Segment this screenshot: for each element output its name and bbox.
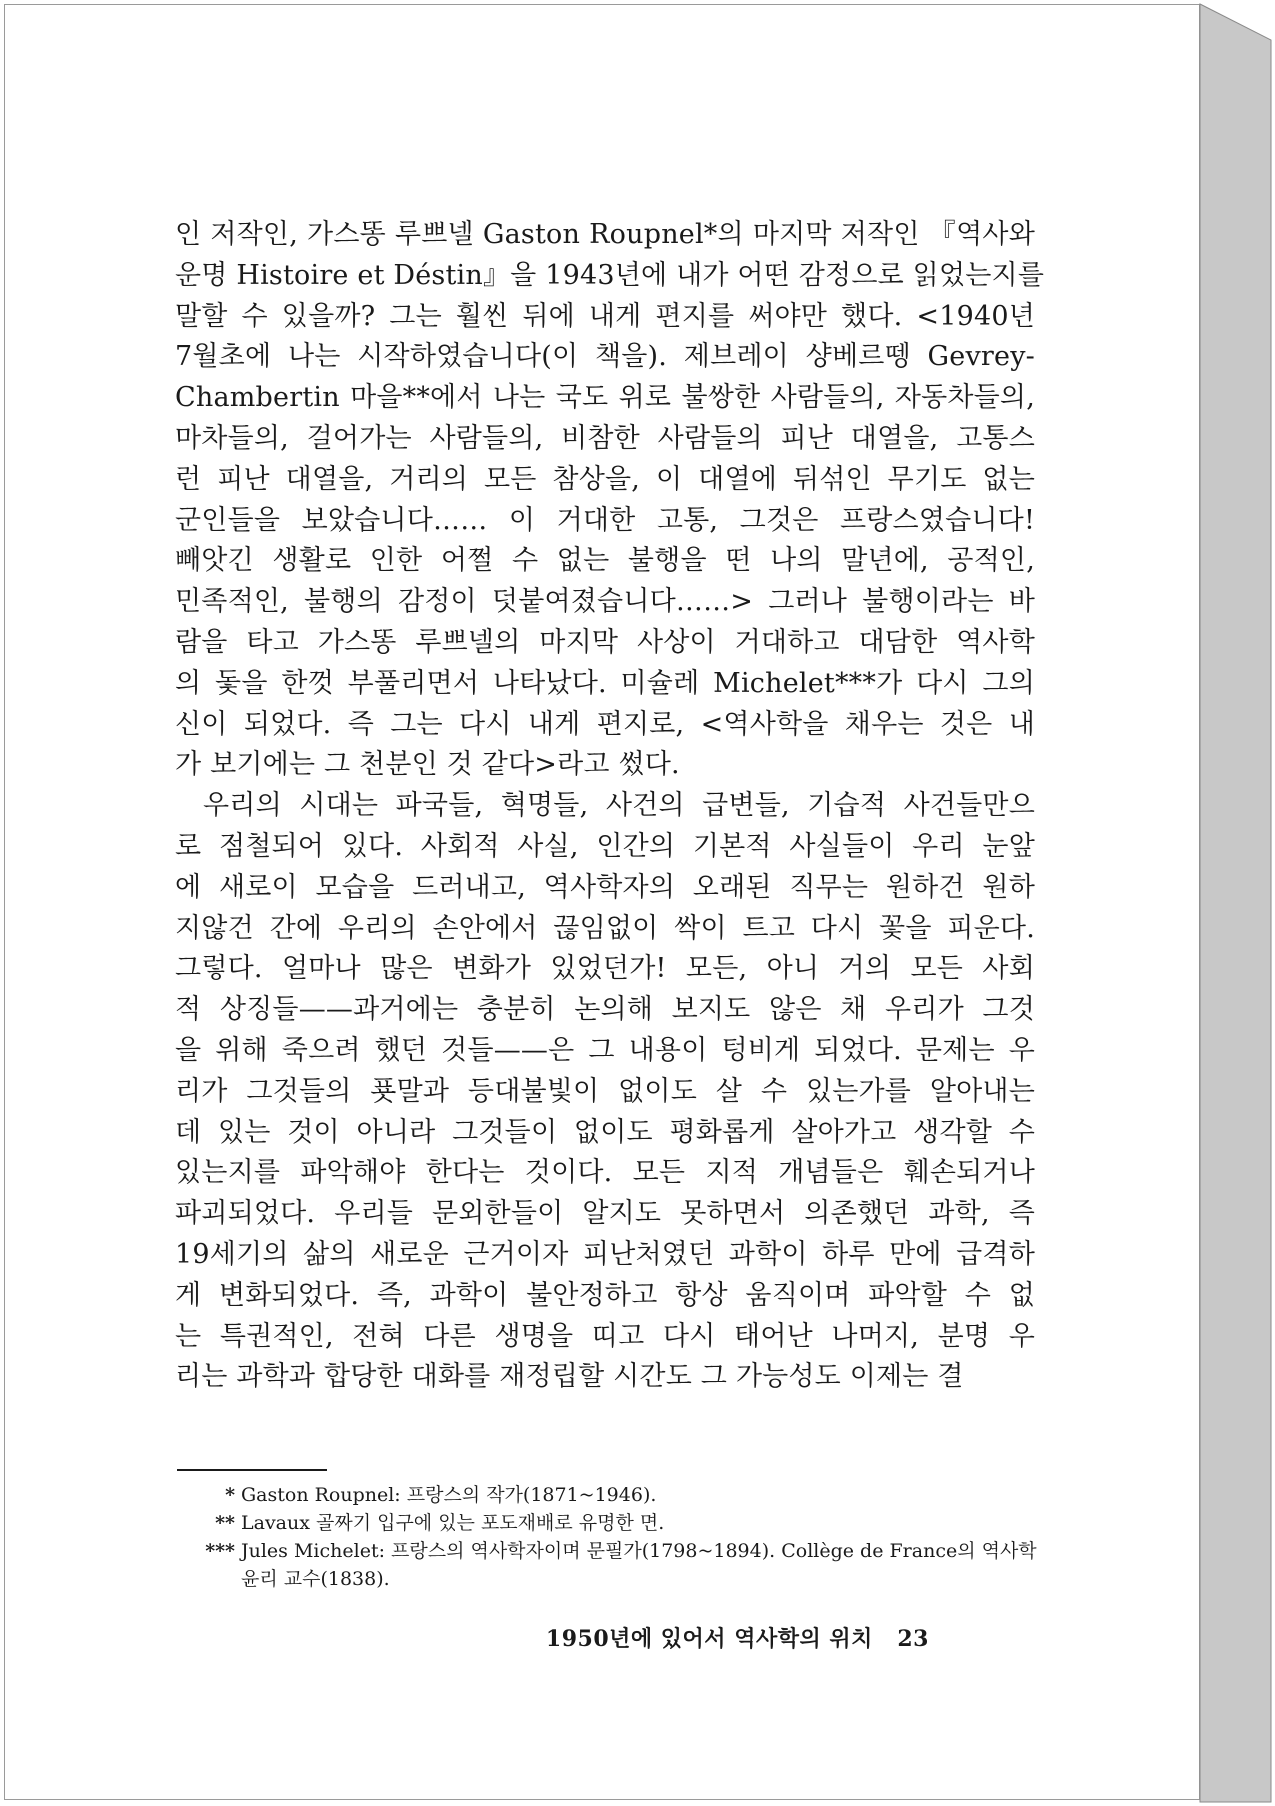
text-line: 로 점철되어 있다. 사회적 사실, 인간의 기본적 사실들이 우리 눈앞 (175, 830, 1035, 862)
footnote-1 (177, 1481, 1037, 1509)
text-line: 에 새로이 모습을 드러내고, 역사학자의 오래된 직무는 원하건 원하 (175, 871, 1035, 903)
text-line: 리가 그것들의 푯말과 등대불빛이 없이도 살 수 있는가를 알아내는 (175, 1075, 1035, 1107)
text-line: 인 저작인, 가스똥 루쁘넬 Gaston Roupnel*의 마지막 저작인 『역사와 (175, 219, 1035, 250)
footnote-text: Gaston Roupnel: 프랑스의 작가(1871~1946). (241, 1484, 657, 1506)
running-title: 1950년에 있어서 역사학의 위치 (545, 1626, 873, 1652)
text-line: 있는지를 파악해야 한다는 것이다. 모든 지적 개념들은 훼손되거나 (175, 1157, 1035, 1189)
paragraph-1 (175, 215, 1045, 786)
text-line: 말할 수 있을까? 그는 훨씬 뒤에 내게 편지를 써야만 했다. <1940년 (175, 300, 1035, 332)
text-line: 민족적인, 불행의 감정이 덧붙여졌습니다……> 그러나 불행이라는 바 (175, 586, 1035, 618)
running-footer (546, 1622, 929, 1653)
text-line: 람을 타고 가스똥 루쁘넬의 마지막 사상이 거대하고 대담한 역사학 (175, 626, 1035, 658)
text-line: 의 돛을 한껏 부풀리면서 나타났다. 미슐레 Michelet***가 다시 그의 (175, 667, 1035, 699)
footnotes (177, 1481, 1037, 1593)
footnote-3 (177, 1537, 1037, 1593)
text-line: 신이 되었다. 즉 그는 다시 내게 편지로, <역사학을 채우는 것은 내 (175, 708, 1035, 740)
text-line: 마차들의, 걸어가는 사람들의, 비참한 사람들의 피난 대열을, 고통스 (175, 422, 1035, 454)
book-page (4, 4, 1200, 1800)
text-line: 런 피난 대열을, 거리의 모든 참상을, 이 대열에 뒤섞인 무기도 없는 (175, 463, 1035, 495)
footnote-rule (177, 1469, 327, 1471)
paragraph-2 (175, 786, 1035, 1398)
body-text (175, 215, 1045, 1398)
text-line: 운명 Histoire et Déstin』을 1943년에 내가 어떤 감정으로 읽었는지를 (175, 259, 1045, 291)
text-line: 가 보기에는 그 천분인 것 같다>라고 썼다. (175, 749, 680, 781)
text-line: 군인들을 보았습니다…… 이 거대한 고통, 그것은 프랑스였습니다! (175, 504, 1035, 536)
text-line: 빼앗긴 생활로 인한 어쩔 수 없는 불행을 떤 나의 말년에, 공적인, (175, 545, 1035, 577)
footnote-text: Jules Michelet: 프랑스의 역사학자이며 문필가(1798~1894). Collège de France의 역사학 윤리 교수(1838). (241, 1540, 1037, 1590)
page-number: 23 (897, 1626, 929, 1652)
text-line: Chambertin 마을**에서 나는 국도 위로 불쌍한 사람들의, 자동차들의, (175, 382, 1035, 414)
text-line: 지않건 간에 우리의 손안에서 끊임없이 싹이 트고 다시 꽃을 피운다. (175, 912, 1035, 944)
text-line: 그렇다. 얼마나 많은 변화가 있었던가! 모든, 아니 거의 모든 사회 (175, 953, 1035, 985)
text-line: 는 특권적인, 전혀 다른 생명을 띠고 다시 태어난 나머지, 분명 우 (175, 1320, 1035, 1352)
footnote-text: Lavaux 골짜기 입구에 있는 포도재배로 유명한 면. (241, 1512, 665, 1534)
text-line: 데 있는 것이 아니라 그것들이 없이도 평화롭게 살아가고 생각할 수 (175, 1116, 1035, 1148)
footnote-2 (177, 1509, 1037, 1537)
text-line: 파괴되었다. 우리들 문외한들이 알지도 못하면서 의존했던 과학, 즉 (175, 1198, 1035, 1230)
text-line: 우리의 시대는 파국들, 혁명들, 사건의 급변들, 기습적 사건들만으 (203, 790, 1035, 822)
text-line: 게 변화되었다. 즉, 과학이 불안정하고 항상 움직이며 파악할 수 없 (175, 1279, 1035, 1311)
text-line: 을 위해 죽으려 했던 것들——은 그 내용이 텅비게 되었다. 문제는 우 (175, 1034, 1035, 1066)
footnote-mark: * (225, 1484, 235, 1506)
text-line: 19세기의 삶의 새로운 근거이자 피난처였던 과학이 하루 만에 급격하 (175, 1238, 1035, 1270)
footnote-mark: *** (205, 1540, 235, 1562)
text-line: 적 상징들——과거에는 충분히 논의해 보지도 않은 채 우리가 그것 (175, 994, 1035, 1026)
text-line: 리는 과학과 합당한 대화를 재정립할 시간도 그 가능성도 이제는 결 (175, 1361, 964, 1393)
text-line: 7월초에 나는 시작하였습니다(이 책을). 제브레이 샹베르뗑 Gevrey- (175, 341, 1035, 373)
footnote-mark: ** (215, 1512, 235, 1534)
